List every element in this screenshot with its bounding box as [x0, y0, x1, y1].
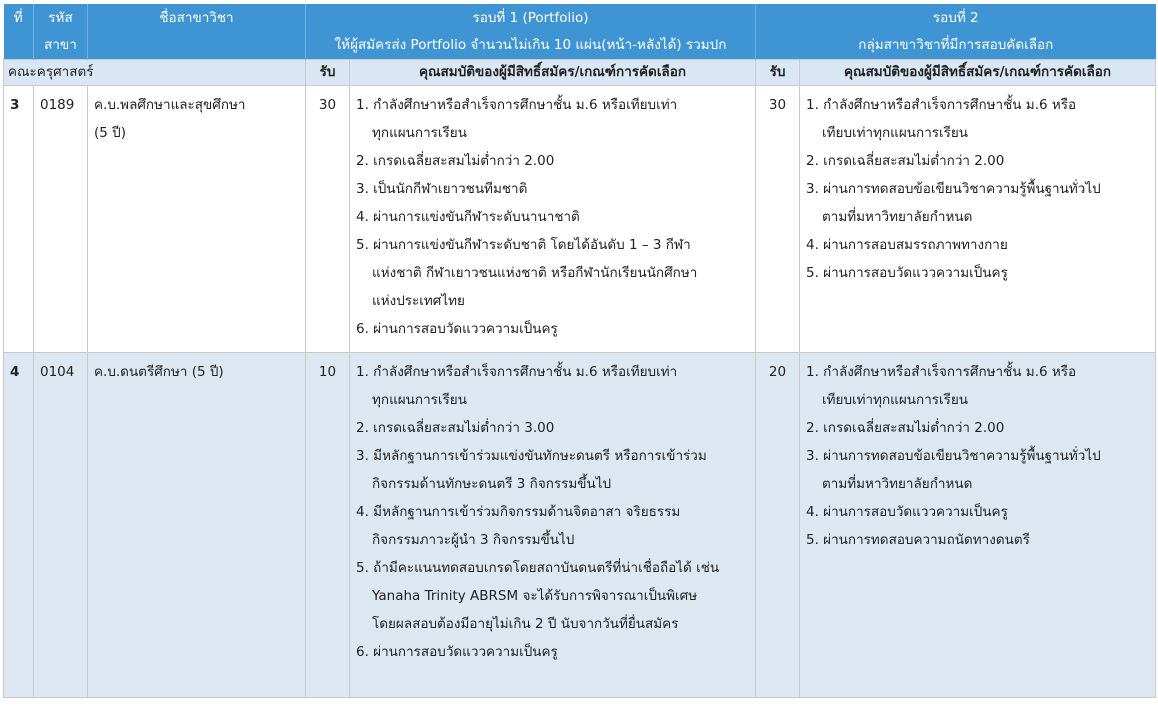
criteria-item	[356, 442, 749, 498]
criteria-item	[356, 147, 749, 175]
criteria-line: 5. ผ่านการทดสอบความถนัดทางดนตรี	[806, 532, 1030, 548]
criteria-item	[356, 554, 749, 638]
round2-criteria	[800, 86, 1156, 353]
program-name	[88, 86, 306, 353]
criteria-line: 2. เกรดเฉลี่ยสะสมไม่ต่ำกว่า 3.00	[356, 420, 555, 436]
program-name-line: ค.บ.ดนตรีศึกษา (5 ปี)	[94, 364, 224, 380]
criteria-line: แห่งประเทศไทย	[372, 293, 465, 309]
criteria-line: 3. ผ่านการทดสอบข้อเขียนวิชาความรู้พื้นฐานทั่วไป	[806, 448, 1101, 464]
round1-receive: 10	[306, 353, 350, 698]
header-round2-title: รอบที่ 2	[756, 4, 1156, 32]
round2-criteria	[800, 353, 1156, 698]
criteria-line: โดยผลสอบต้องมีอายุไม่เกิน 2 ปี นับจากวันที่ยื่นสมัคร	[372, 616, 679, 632]
criteria-line: เทียบเท่าทุกแผนการเรียน	[822, 125, 969, 141]
program-name-line: (5 ปี)	[94, 125, 126, 141]
criteria-header-1: คุณสมบัติของผู้มีสิทธิ์สมัคร/เกณฑ์การคัดเลือก	[350, 60, 756, 86]
criteria-item	[806, 259, 1149, 287]
criteria-line: กิจกรรมภาวะผู้นำ 3 กิจกรรมขึ้นไป	[372, 532, 575, 548]
table-row	[4, 86, 1156, 353]
criteria-line: 4. มีหลักฐานการเข้าร่วมกิจกรรมด้านจิตอาสา จริยธรรม	[356, 504, 681, 520]
criteria-header-2: คุณสมบัติของผู้มีสิทธิ์สมัคร/เกณฑ์การคัดเลือก	[800, 60, 1156, 86]
round2-receive: 20	[756, 353, 800, 698]
criteria-line: 2. เกรดเฉลี่ยสะสมไม่ต่ำกว่า 2.00	[356, 153, 555, 169]
table-row	[4, 353, 1156, 698]
round1-receive: 30	[306, 86, 350, 353]
criteria-item	[356, 315, 749, 343]
program-code: 0189	[34, 86, 88, 353]
program-name	[88, 353, 306, 698]
criteria-item	[806, 147, 1149, 175]
round1-criteria	[350, 86, 756, 353]
criteria-line: 6. ผ่านการสอบวัดแววความเป็นครู	[356, 644, 558, 660]
program-code: 0104	[34, 353, 88, 698]
criteria-item	[806, 358, 1149, 414]
criteria-line: 5. ผ่านการสอบวัดแววความเป็นครู	[806, 265, 1008, 281]
criteria-line: ทุกแผนการเรียน	[372, 125, 467, 141]
program-name-line: ค.บ.พลศึกษาและสุขศึกษา	[94, 97, 246, 113]
criteria-line: 1. กำลังศึกษาหรือสำเร็จการศึกษาชั้น ม.6 หรือ	[806, 97, 1077, 113]
criteria-line: 1. กำลังศึกษาหรือสำเร็จการศึกษาชั้น ม.6 หรือ	[806, 364, 1077, 380]
criteria-item	[356, 638, 749, 666]
criteria-line: Yanaha Trinity ABRSM จะได้รับการพิจารณาเป็นพิเศษ	[372, 588, 698, 604]
header-code-1: รหัส	[34, 4, 88, 32]
receive-header-2: รับ	[756, 60, 800, 86]
criteria-item	[356, 498, 749, 554]
criteria-item	[806, 526, 1149, 554]
criteria-line: 1. กำลังศึกษาหรือสำเร็จการศึกษาชั้น ม.6 หรือเทียบเท่า	[356, 364, 678, 380]
criteria-line: กิจกรรมด้านทักษะดนตรี 3 กิจกรรมขึ้นไป	[372, 476, 612, 492]
criteria-item	[356, 231, 749, 315]
header-no: ที่	[4, 4, 34, 32]
criteria-line: 6. ผ่านการสอบวัดแววความเป็นครู	[356, 321, 558, 337]
criteria-line: เทียบเท่าทุกแผนการเรียน	[822, 392, 969, 408]
criteria-line: 1. กำลังศึกษาหรือสำเร็จการศึกษาชั้น ม.6 หรือเทียบเท่า	[356, 97, 678, 113]
criteria-item	[356, 91, 749, 147]
row-number: 3	[4, 86, 34, 353]
criteria-line: 5. ผ่านการแข่งขันกีฬาระดับชาติ โดยได้อันดับ 1 – 3 กีฬา	[356, 237, 691, 253]
criteria-line: 5. ถ้ามีคะแนนทดสอบเกรดโดยสถาบันดนตรีที่น่าเชื่อถือได้ เช่น	[356, 560, 720, 576]
criteria-line: 4. ผ่านการสอบวัดแววความเป็นครู	[806, 504, 1008, 520]
criteria-line: 3. มีหลักฐานการเข้าร่วมแข่งขันทักษะดนตรี หรือการเข้าร่วม	[356, 448, 707, 464]
criteria-item	[806, 414, 1149, 442]
row-number: 4	[4, 353, 34, 698]
round2-receive: 30	[756, 86, 800, 353]
faculty-label: คณะครุศาสตร์	[4, 60, 306, 86]
criteria-line: 2. เกรดเฉลี่ยสะสมไม่ต่ำกว่า 2.00	[806, 420, 1005, 436]
criteria-line: 4. ผ่านการสอบสมรรถภาพทางกาย	[806, 237, 1008, 253]
criteria-line: ตามที่มหาวิทยาลัยกำหนด	[822, 476, 973, 492]
criteria-line: แห่งชาติ กีฬาเยาวชนแห่งชาติ หรือกีฬานักเรียนนักศึกษา	[372, 265, 698, 281]
criteria-line: ตามที่มหาวิทยาลัยกำหนด	[822, 209, 973, 225]
criteria-item	[356, 414, 749, 442]
header-round1-title: รอบที่ 1 (Portfolio)	[306, 4, 756, 32]
header-round1-sub: ให้ผู้สมัครส่ง Portfolio จำนวนไม่เกิน 10 แผ่น(หน้า-หลังได้) รวมปก	[306, 32, 756, 60]
header-code-2: สาขา	[34, 32, 88, 60]
criteria-item	[806, 231, 1149, 259]
criteria-item	[356, 358, 749, 414]
criteria-item	[806, 175, 1149, 231]
criteria-line: 2. เกรดเฉลี่ยสะสมไม่ต่ำกว่า 2.00	[806, 153, 1005, 169]
header-name: ชื่อสาขาวิชา	[88, 4, 306, 32]
criteria-line: ทุกแผนการเรียน	[372, 392, 467, 408]
criteria-line: 3. ผ่านการทดสอบข้อเขียนวิชาความรู้พื้นฐานทั่วไป	[806, 181, 1101, 197]
criteria-line: 4. ผ่านการแข่งขันกีฬาระดับนานาชาติ	[356, 209, 580, 225]
admission-table	[3, 4, 1156, 698]
criteria-item	[356, 203, 749, 231]
criteria-item	[806, 91, 1149, 147]
criteria-item	[356, 175, 749, 203]
criteria-item	[806, 442, 1149, 498]
criteria-item	[806, 498, 1149, 526]
header-round2-sub: กลุ่มสาขาวิชาที่มีการสอบคัดเลือก	[756, 32, 1156, 60]
receive-header-1: รับ	[306, 60, 350, 86]
criteria-line: 3. เป็นนักกีฬาเยาวชนทีมชาติ	[356, 181, 528, 197]
round1-criteria	[350, 353, 756, 698]
